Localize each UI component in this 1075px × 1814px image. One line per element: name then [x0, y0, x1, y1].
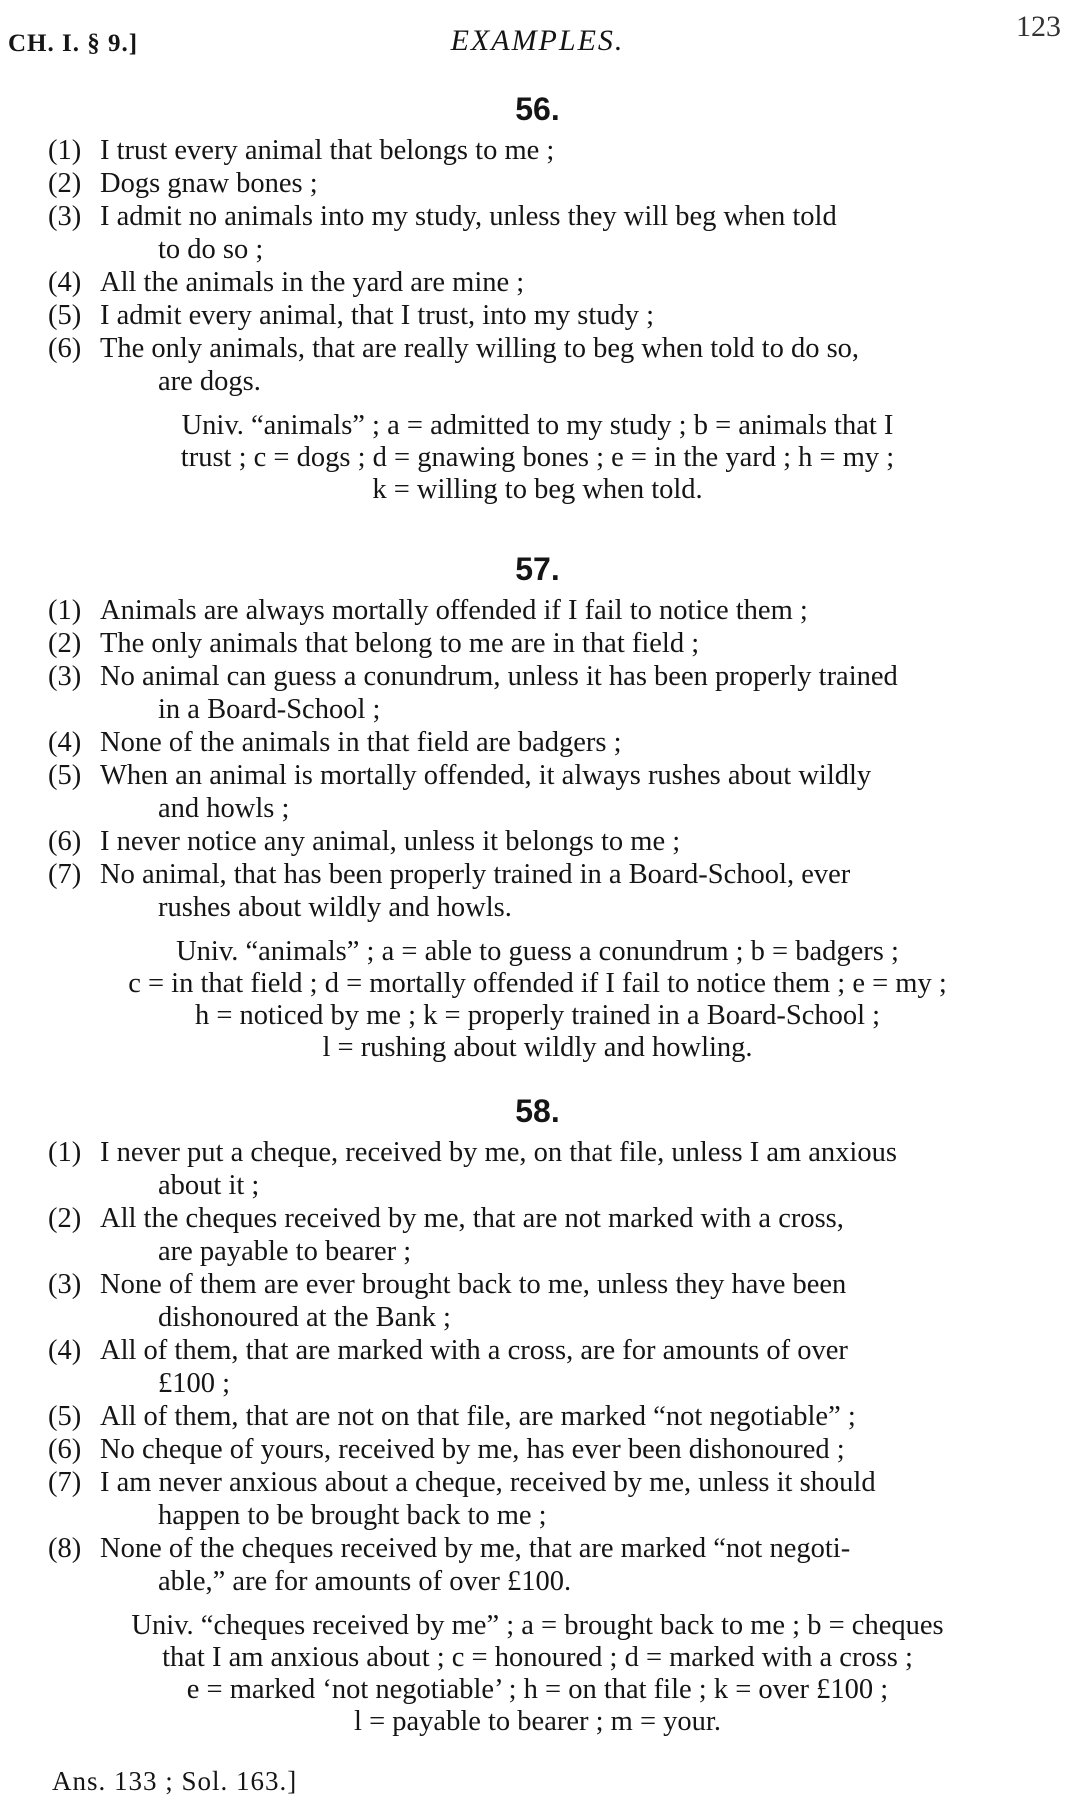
premise-number: (6)	[48, 826, 82, 857]
premise-text: All of them, that are marked with a cross, are for amounts of over	[100, 1335, 848, 1366]
answer-reference: Ans. 133 ; Sol. 163.]	[52, 1766, 298, 1796]
premise-number: (5)	[48, 300, 82, 331]
premise-continuation: about it ;	[158, 1170, 260, 1201]
premise-text: No animal can guess a conundrum, unless it has been properly trained	[100, 661, 898, 692]
premise-text: I admit no animals into my study, unless they will beg when told	[100, 201, 837, 232]
universe-line: h = noticed by me ; k = properly trained in a Board-School ;	[194, 1000, 881, 1031]
premise-number: (8)	[48, 1533, 82, 1564]
premise-number: (1)	[48, 1137, 82, 1168]
premise-number: (2)	[48, 628, 82, 659]
premise	[24, 858, 1075, 924]
universe-definitions	[0, 936, 1075, 1064]
premise-continuation: to do so ;	[158, 234, 264, 265]
premise-number: (6)	[48, 333, 82, 364]
premise	[24, 627, 1075, 660]
premise-number: (5)	[48, 760, 82, 791]
premise-number: (4)	[48, 267, 82, 298]
premise-text: All the cheques received by me, that are not marked with a cross,	[100, 1203, 844, 1234]
premise	[24, 1136, 1075, 1202]
premise	[24, 594, 1075, 627]
premise-number: (3)	[48, 1269, 82, 1300]
premise	[24, 1400, 1075, 1433]
chapter-section-label: CH. I. § 9.]	[8, 30, 139, 57]
premise-text: I admit every animal, that I trust, into my study ;	[100, 300, 655, 331]
premise-text: The only animals that belong to me are in that field ;	[100, 628, 700, 659]
premise	[24, 134, 1075, 167]
premise-text: None of the animals in that field are badgers ;	[100, 727, 622, 758]
universe-line: c = in that field ; d = mortally offended if I fail to notice them ; e = my ;	[128, 968, 947, 999]
page-number: 123	[1016, 10, 1061, 43]
premise-number: (4)	[48, 1335, 82, 1366]
universe-line: that I am anxious about ; c = honoured ; d = marked with a cross ;	[162, 1642, 913, 1673]
premise	[24, 1466, 1075, 1532]
premise-text: I never put a cheque, received by me, on that file, unless I am anxious	[100, 1137, 897, 1168]
premise-number: (7)	[48, 1467, 82, 1498]
page-heading: EXAMPLES.	[450, 24, 625, 57]
premise-continuation: are dogs.	[158, 366, 261, 397]
premise	[24, 825, 1075, 858]
universe-line: trust ; c = dogs ; d = gnawing bones ; e = in the yard ; h = my ;	[180, 442, 895, 473]
premise	[24, 1202, 1075, 1268]
premise	[24, 299, 1075, 332]
premise-text: All of them, that are not on that file, are marked “not negotiable” ;	[100, 1401, 856, 1432]
premise-number: (3)	[48, 661, 82, 692]
premise	[24, 1433, 1075, 1466]
premise-continuation: dishonoured at the Bank ;	[158, 1302, 451, 1333]
premise-continuation: rushes about wildly and howls.	[158, 892, 512, 923]
premise-text: I never notice any animal, unless it belongs to me ;	[100, 826, 681, 857]
premise-number: (7)	[48, 859, 82, 890]
premise-number: (3)	[48, 201, 82, 232]
premise-number: (2)	[48, 1203, 82, 1234]
premise-text: Animals are always mortally offended if I fail to notice them ;	[100, 595, 808, 626]
universe-line: Univ. “animals” ; a = admitted to my study ; b = animals that I	[181, 410, 894, 441]
premise	[24, 167, 1075, 200]
example-number: 58.	[515, 1093, 560, 1129]
premise-text: No animal, that has been properly trained in a Board-School, ever	[100, 859, 851, 890]
premise	[24, 200, 1075, 266]
premise-number: (4)	[48, 727, 82, 758]
example-57	[0, 550, 1075, 1064]
premise	[24, 332, 1075, 398]
premise-text: No cheque of yours, received by me, has ever been dishonoured ;	[100, 1434, 845, 1465]
premise-text: The only animals, that are really willing to beg when told to do so,	[100, 333, 860, 364]
premise-continuation: £100 ;	[158, 1368, 231, 1399]
premise-continuation: are payable to bearer ;	[158, 1236, 412, 1267]
universe-line: Univ. “animals” ; a = able to guess a conundrum ; b = badgers ;	[176, 936, 899, 967]
premise	[24, 759, 1075, 825]
universe-definitions	[0, 1610, 1075, 1738]
premise	[24, 1268, 1075, 1334]
universe-line: l = rushing about wildly and howling.	[322, 1032, 753, 1063]
premise-continuation: able,” are for amounts of over £100.	[158, 1566, 572, 1597]
universe-definitions	[0, 410, 1075, 506]
premise-text: I am never anxious about a cheque, received by me, unless it should	[100, 1467, 876, 1498]
premise	[24, 726, 1075, 759]
premise-continuation: happen to be brought back to me ;	[158, 1500, 547, 1531]
premise-text: I trust every animal that belongs to me ;	[100, 135, 555, 166]
premise-text: Dogs gnaw bones ;	[100, 168, 318, 199]
universe-line: Univ. “cheques received by me” ; a = brought back to me ; b = cheques	[131, 1610, 944, 1641]
premise	[24, 1532, 1075, 1598]
premise	[24, 1334, 1075, 1400]
universe-line: l = payable to bearer ; m = your.	[354, 1706, 721, 1737]
universe-line: e = marked ‘not negotiable’ ; h = on that file ; k = over £100 ;	[186, 1674, 889, 1705]
premise-text: All the animals in the yard are mine ;	[100, 267, 525, 298]
premise-text: None of the cheques received by me, that are marked “not negoti-	[100, 1533, 851, 1564]
premise-number: (6)	[48, 1434, 82, 1465]
premise-number: (1)	[48, 135, 82, 166]
premise-continuation: and howls ;	[158, 793, 290, 824]
premise	[24, 660, 1075, 726]
premise-continuation: in a Board-School ;	[158, 694, 381, 725]
premise-text: None of them are ever brought back to me, unless they have been	[100, 1269, 847, 1300]
running-head	[0, 10, 1075, 58]
premise	[24, 266, 1075, 299]
premise-number: (5)	[48, 1401, 82, 1432]
example-56	[0, 90, 1075, 506]
example-58	[0, 1092, 1075, 1738]
example-number: 56.	[515, 91, 560, 127]
premise-number: (2)	[48, 168, 82, 199]
premise-text: When an animal is mortally offended, it always rushes about wildly	[100, 760, 872, 791]
example-number: 57.	[515, 551, 560, 587]
premise-number: (1)	[48, 595, 82, 626]
universe-line: k = willing to beg when told.	[372, 474, 703, 505]
